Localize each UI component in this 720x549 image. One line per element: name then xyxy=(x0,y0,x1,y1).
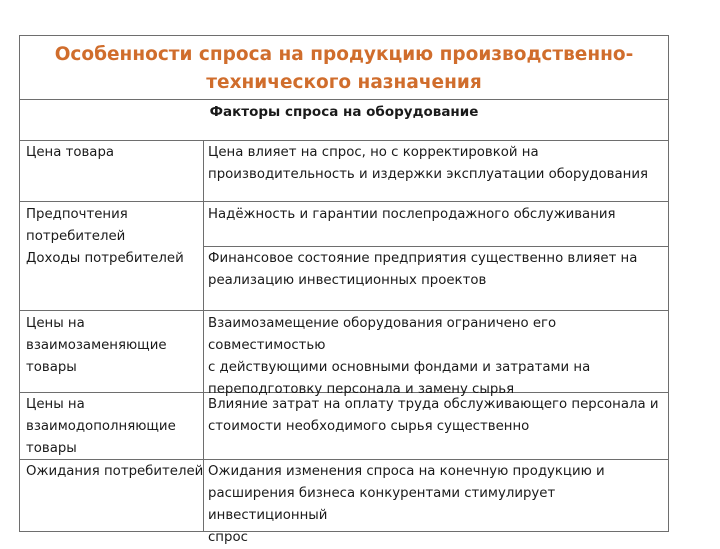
description-cell: Надёжность и гарантии послепродажного обслуживания xyxy=(208,207,616,222)
table-subtitle: Факторы спроса на оборудование xyxy=(20,100,668,141)
factor-cell: Доходы потребителей xyxy=(26,251,184,266)
factor-cell: Цены на взаимозаменяющие товары xyxy=(26,316,167,375)
factor-cell: Предпочтения потребителей xyxy=(26,207,128,244)
table-row xyxy=(20,141,668,202)
table-row xyxy=(20,393,668,460)
description-cell: Взаимозамещение оборудования ограничено его совместимостью с действующими основными фондами и затратами на переподготовку персонала и замену сырья xyxy=(208,316,591,397)
title-line-1: Особенности спроса на продукцию производственно- xyxy=(54,44,634,65)
table-row xyxy=(20,202,668,247)
table-row xyxy=(20,311,668,397)
description-cell: Финансовое состояние предприятия существенно влияет на реализацию инвестиционных проектов xyxy=(208,251,638,288)
slide-title xyxy=(20,36,668,100)
description-cell: Ожидания изменения спроса на конечную продукцию и расширения бизнеса конкурентами стимулирует инвестиционный спрос xyxy=(208,464,605,545)
description-cell: Влияние затрат на оплату труда обслуживающего персонала и стоимости необходимого сырья существенно xyxy=(208,397,659,434)
factor-cell: Цены на взаимодополняющие товары xyxy=(26,397,176,456)
table-row xyxy=(20,460,668,545)
column-divider xyxy=(203,141,204,532)
title-line-2: технического назначения xyxy=(206,72,482,93)
description-cell: Цена влияет на спрос, но с корректировкой на производительность и издержки эксплуатации оборудования xyxy=(208,145,649,182)
table-row xyxy=(20,247,668,311)
factor-cell: Ожидания потребителей xyxy=(26,464,204,479)
factor-cell: Цена товара xyxy=(26,145,115,160)
